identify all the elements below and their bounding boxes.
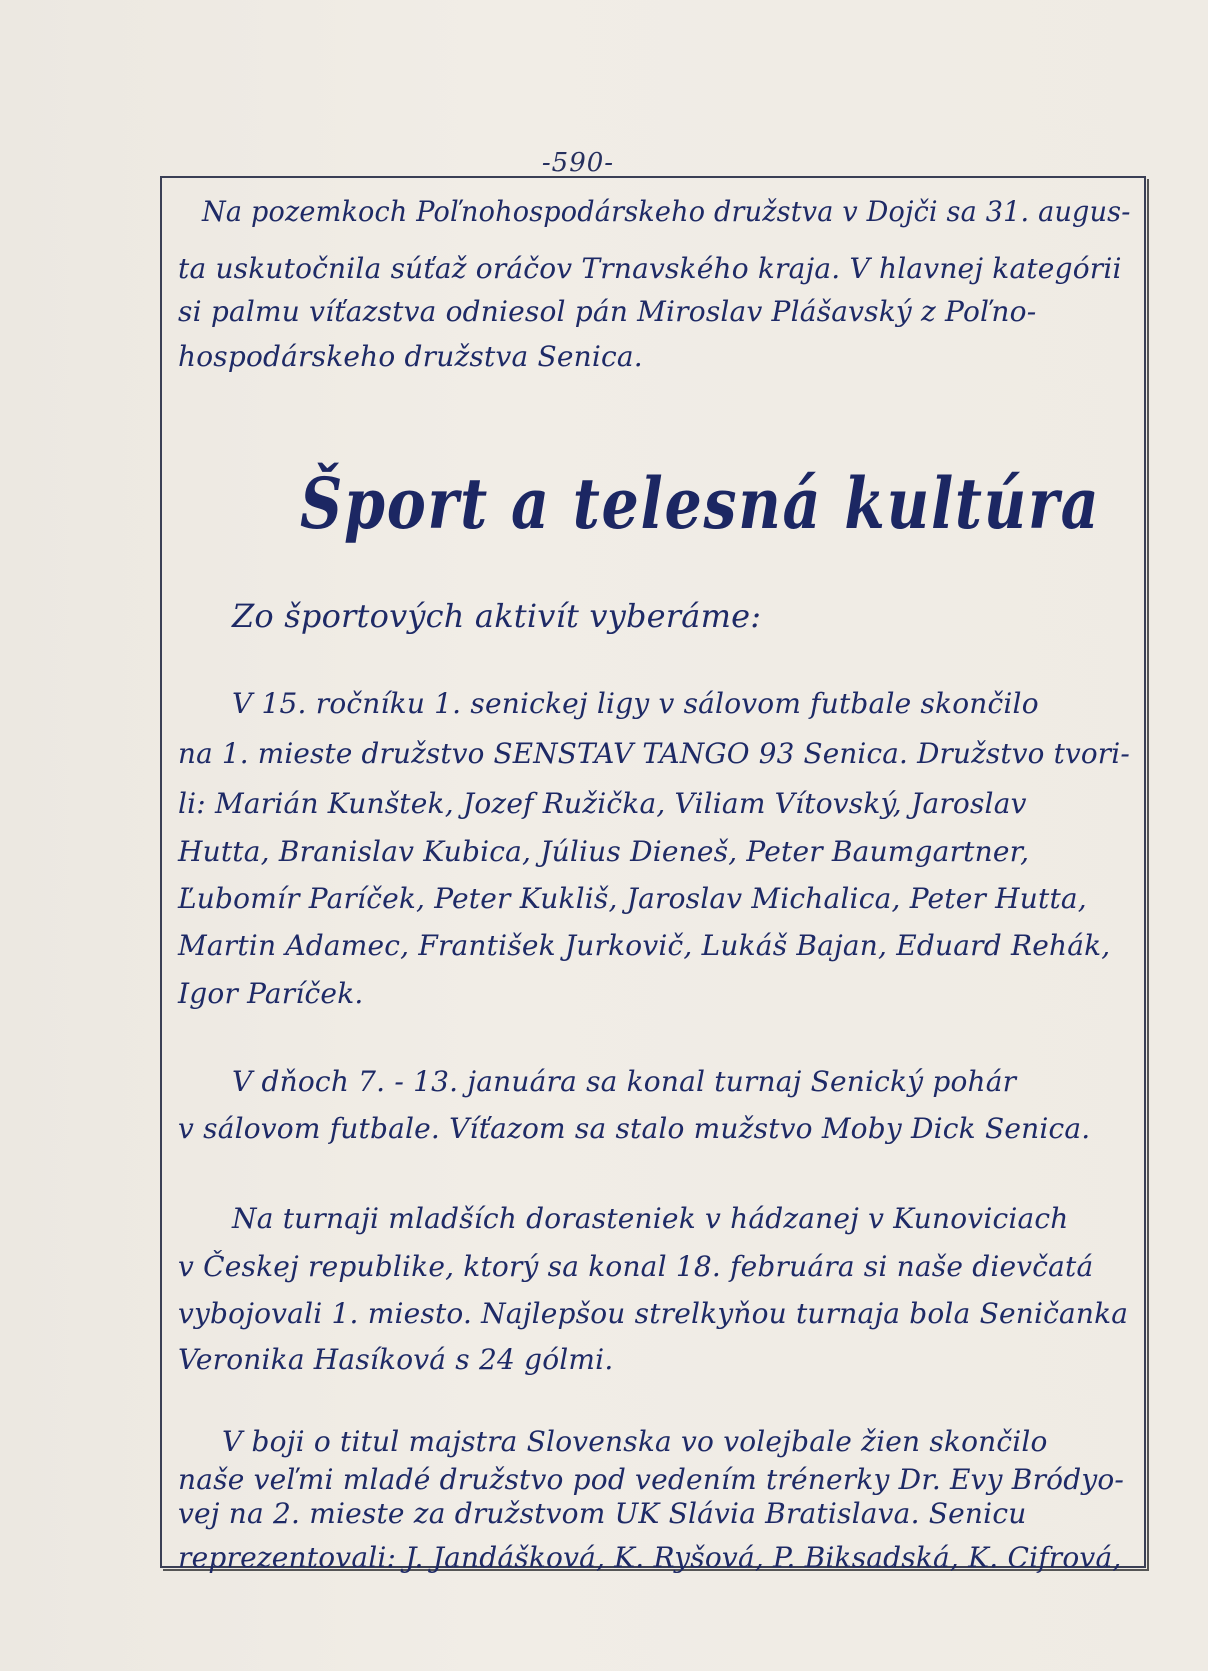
section-heading: Šport a telesná kultúra	[300, 462, 1101, 545]
text-line: Martin Adamec, František Jurkovič, Lukáš Bajan, Eduard Rehák,	[178, 929, 1111, 962]
text-line: si palmu víťazstva odniesol pán Miroslav Plášavský z Poľno-	[178, 295, 1037, 328]
text-line: Ľubomír Paríček, Peter Kukliš, Jaroslav Michalica, Peter Hutta,	[178, 882, 1087, 915]
text-line: Igor Paríček.	[178, 977, 364, 1010]
section-intro: Zo športových aktivít vyberáme:	[232, 597, 762, 635]
text-line: vybojovali 1. miesto. Najlepšou strelkyňou turnaja bola Seničanka	[178, 1297, 1129, 1330]
text-line: hospodárskeho družstva Senica.	[178, 340, 643, 373]
text-line: na 1. mieste družstvo SENSTAV TANGO 93 Senica. Družstvo tvori-	[178, 737, 1130, 770]
text-line: ta uskutočnila súťaž oráčov Trnavského kraja. V hlavnej kategórii	[178, 252, 1122, 285]
text-line: V 15. ročníku 1. senickej ligy v sálovom futbale skončilo	[232, 687, 1039, 720]
page-number: -590-	[541, 148, 615, 178]
text-line: Na pozemkoch Poľnohospodárskeho družstva v Dojči sa 31. augus-	[202, 195, 1131, 228]
text-line: naše veľmi mladé družstvo pod vedením trénerky Dr. Evy Bródyo-	[178, 1463, 1125, 1496]
text-line: reprezentovali: J. Jandášková, K. Ryšová, P. Biksadská, K. Cifrová,	[178, 1541, 1122, 1574]
text-line: vej na 2. mieste za družstvom UK Slávia Bratislava. Senicu	[178, 1497, 1027, 1530]
text-line: Veronika Hasíková s 24 gólmi.	[178, 1343, 614, 1376]
text-line: Na turnaji mladších dorasteniek v hádzanej v Kunoviciach	[232, 1202, 1069, 1235]
text-line: V boji o titul majstra Slovenska vo volejbale žien skončilo	[222, 1425, 1048, 1458]
text-line: Hutta, Branislav Kubica, Július Dieneš, Peter Baumgartner,	[178, 835, 1030, 868]
text-line: V dňoch 7. - 13. januára sa konal turnaj Senický pohár	[232, 1065, 1017, 1098]
text-line: v Českej republike, ktorý sa konal 18. februára si naše dievčatá	[178, 1250, 1094, 1283]
text-line: v sálovom futbale. Víťazom sa stalo mužstvo Moby Dick Senica.	[178, 1112, 1091, 1145]
text-line: li: Marián Kunštek, Jozef Ružička, Viliam Vítovský, Jaroslav	[178, 787, 1027, 820]
